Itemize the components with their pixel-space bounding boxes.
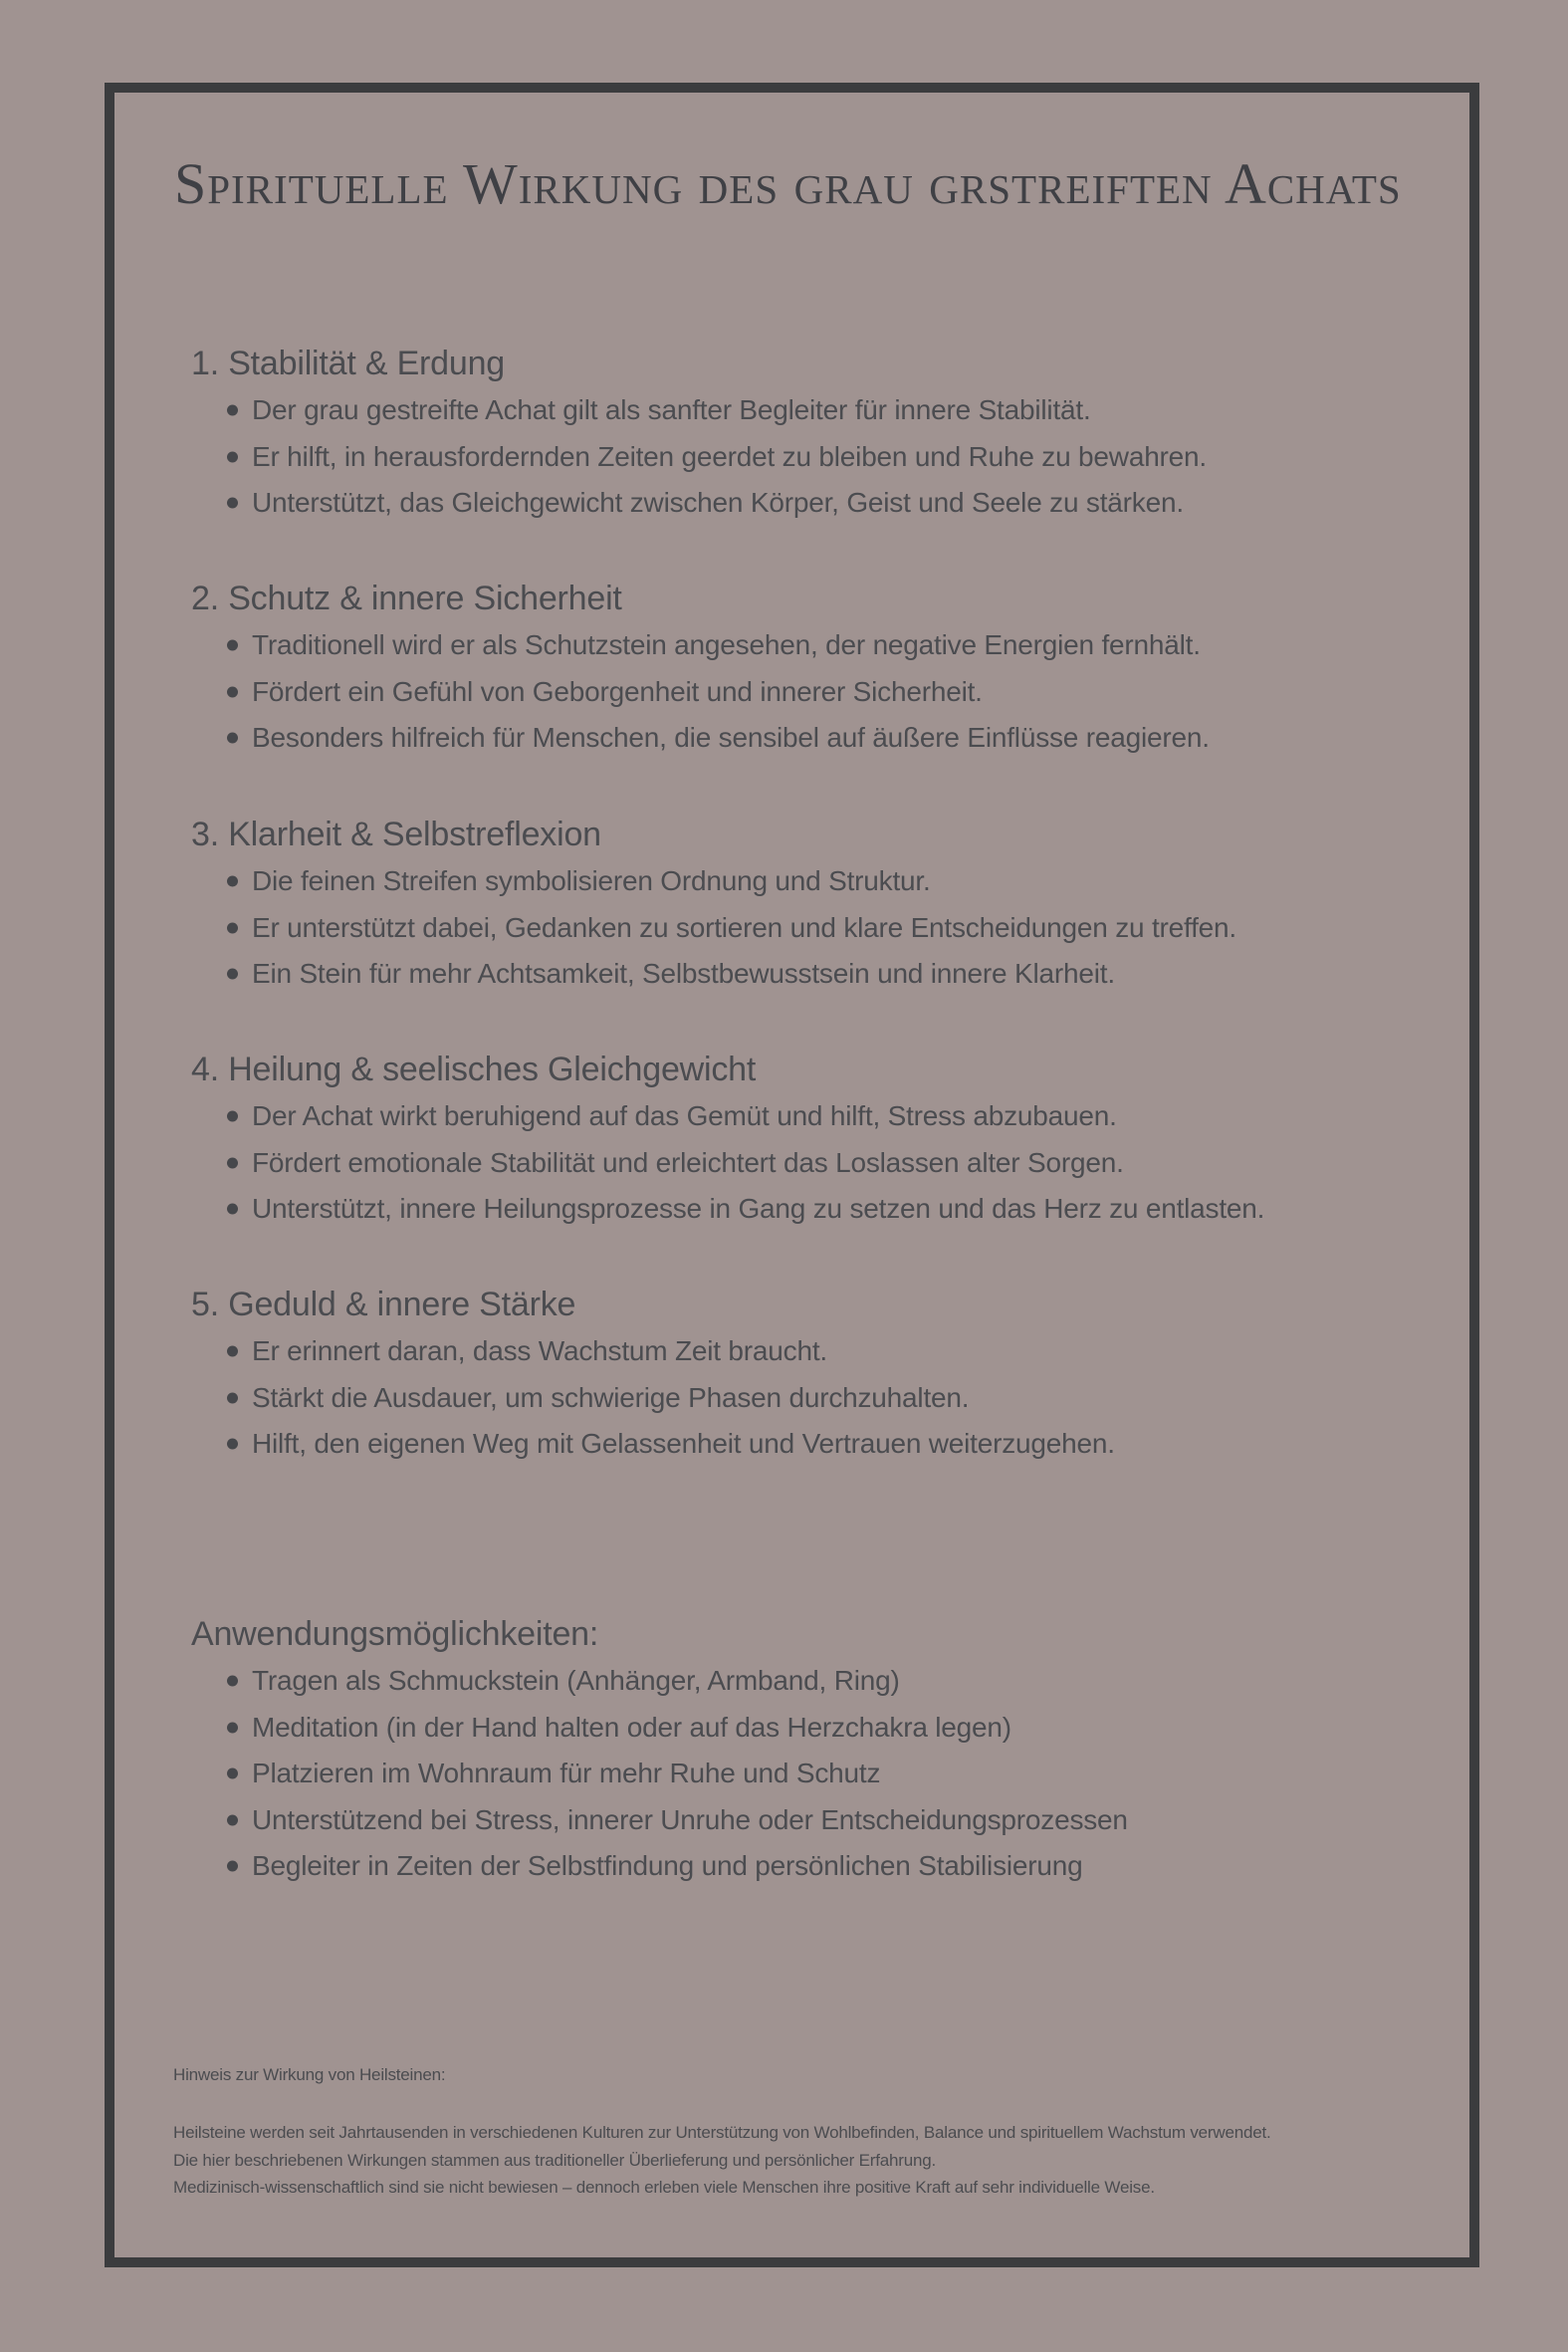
footer-note-heading: Hinweis zur Wirkung von Heilsteinen: <box>173 2065 446 2084</box>
list-item-text: Unterstützt, innere Heilungsprozesse in Gang zu setzen und das Herz zu entlasten. <box>252 1193 1265 1224</box>
bullet-icon <box>227 1157 238 1168</box>
section-anwendungsmoeglichkeiten <box>191 1614 1128 1890</box>
bullet-icon <box>227 405 238 416</box>
bullet-icon <box>227 1346 238 1357</box>
section-heading: 5. Geduld & innere Stärke <box>191 1286 576 1323</box>
list-item <box>191 1705 1128 1752</box>
footer-note-body <box>173 2119 1271 2202</box>
list-item <box>191 1328 1115 1375</box>
bullet-list <box>191 858 1236 998</box>
bullet-icon <box>227 1676 238 1687</box>
bullet-list <box>191 1328 1115 1468</box>
list-item <box>191 858 1236 905</box>
list-item <box>191 1797 1128 1844</box>
section-heading: Anwendungsmöglichkeiten: <box>191 1615 599 1653</box>
bullet-icon <box>227 1768 238 1779</box>
list-item <box>191 1658 1128 1705</box>
section-schutz-sicherheit <box>191 579 1210 762</box>
list-item <box>191 434 1207 481</box>
list-item-text: Er unterstützt dabei, Gedanken zu sortieren und klare Entscheidungen zu treffen. <box>252 911 1236 943</box>
bullet-icon <box>227 1722 238 1733</box>
bullet-list <box>191 1093 1264 1233</box>
section-heading: 2. Schutz & innere Sicherheit <box>191 580 622 617</box>
bullet-list <box>191 387 1207 527</box>
list-item-text: Der Achat wirkt beruhigend auf das Gemüt und hilft, Stress abzubauen. <box>252 1100 1117 1131</box>
list-item <box>191 1093 1264 1140</box>
page-title: Spirituelle Wirkung des grau grstreiften Achats <box>174 151 1402 216</box>
bullet-icon <box>227 876 238 887</box>
bullet-icon <box>227 1204 238 1215</box>
list-item-text: Traditionell wird er als Schutzstein angesehen, der negative Energien fernhält. <box>252 629 1201 660</box>
footer-note-line: Medizinisch-wissenschaftlich sind sie nicht bewiesen – dennoch erleben viele Menschen ihre positive Kraft auf sehr individuelle Weise. <box>173 2178 1155 2197</box>
bullet-icon <box>227 1111 238 1122</box>
list-item <box>191 480 1207 527</box>
bullet-icon <box>227 1439 238 1450</box>
bullet-icon <box>227 1392 238 1403</box>
footer-note-line: Heilsteine werden seit Jahrtausenden in verschiedenen Kulturen zur Unterstützung von Wohlbefinden, Balance und spirituellem Wachstum verwendet. <box>173 2123 1271 2142</box>
list-item-text: Platzieren im Wohnraum für mehr Ruhe und Schutz <box>252 1758 881 1788</box>
bullet-icon <box>227 969 238 980</box>
list-item-text: Stärkt die Ausdauer, um schwierige Phasen durchzuhalten. <box>252 1381 970 1413</box>
list-item <box>191 905 1236 952</box>
list-item <box>191 622 1210 669</box>
section-klarheit-selbstreflexion <box>191 815 1236 998</box>
bullet-icon <box>227 686 238 697</box>
list-item-text: Fördert ein Gefühl von Geborgenheit und innerer Sicherheit. <box>252 675 983 707</box>
bullet-icon <box>227 498 238 509</box>
section-geduld-staerke <box>191 1285 1115 1468</box>
list-item-text: Begleiter in Zeiten der Selbstfindung und persönlichen Stabilisierung <box>252 1850 1083 1881</box>
bullet-icon <box>227 1861 238 1872</box>
list-item-text: Fördert emotionale Stabilität und erleichtert das Loslassen alter Sorgen. <box>252 1146 1124 1178</box>
section-heilung-gleichgewicht <box>191 1050 1264 1233</box>
bullet-icon <box>227 1814 238 1825</box>
footer-note-line: Die hier beschriebenen Wirkungen stammen aus traditioneller Überlieferung und persönlicher Erfahrung. <box>173 2150 937 2170</box>
list-item-text: Besonders hilfreich für Menschen, die sensibel auf äußere Einflüsse reagieren. <box>252 722 1210 753</box>
bullet-list <box>191 622 1210 762</box>
list-item-text: Meditation (in der Hand halten oder auf das Herzchakra legen) <box>252 1711 1011 1743</box>
list-item-text: Hilft, den eigenen Weg mit Gelassenheit und Vertrauen weiterzugehen. <box>252 1428 1115 1459</box>
list-item <box>191 1421 1115 1468</box>
section-heading: 3. Klarheit & Selbstreflexion <box>191 816 601 853</box>
list-item <box>191 1375 1115 1422</box>
list-item-text: Er hilft, in herausfordernden Zeiten geerdet zu bleiben und Ruhe zu bewahren. <box>252 440 1208 472</box>
section-heading: 4. Heilung & seelisches Gleichgewicht <box>191 1051 757 1088</box>
list-item-text: Die feinen Streifen symbolisieren Ordnung und Struktur. <box>252 865 931 896</box>
list-item <box>191 669 1210 716</box>
list-item-text: Der grau gestreifte Achat gilt als sanfter Begleiter für innere Stabilität. <box>252 394 1091 425</box>
list-item-text: Er erinnert daran, dass Wachstum Zeit braucht. <box>252 1335 828 1366</box>
bullet-icon <box>227 451 238 462</box>
bullet-icon <box>227 733 238 744</box>
bullet-icon <box>227 640 238 651</box>
list-item <box>191 387 1207 434</box>
section-heading: 1. Stabilität & Erdung <box>191 345 506 382</box>
list-item-text: Unterstützend bei Stress, innerer Unruhe oder Entscheidungsprozessen <box>252 1803 1128 1835</box>
list-item-text: Unterstützt, das Gleichgewicht zwischen Körper, Geist und Seele zu stärken. <box>252 487 1184 518</box>
bullet-list <box>191 1658 1128 1890</box>
bullet-icon <box>227 922 238 933</box>
list-item <box>191 1751 1128 1797</box>
list-item <box>191 715 1210 762</box>
section-stabilitaet-erdung <box>191 344 1207 527</box>
list-item <box>191 1843 1128 1890</box>
list-item <box>191 951 1236 998</box>
list-item-text: Tragen als Schmuckstein (Anhänger, Armband, Ring) <box>252 1665 900 1696</box>
list-item <box>191 1140 1264 1187</box>
list-item <box>191 1186 1264 1233</box>
list-item-text: Ein Stein für mehr Achtsamkeit, Selbstbewusstsein und innere Klarheit. <box>252 958 1115 989</box>
